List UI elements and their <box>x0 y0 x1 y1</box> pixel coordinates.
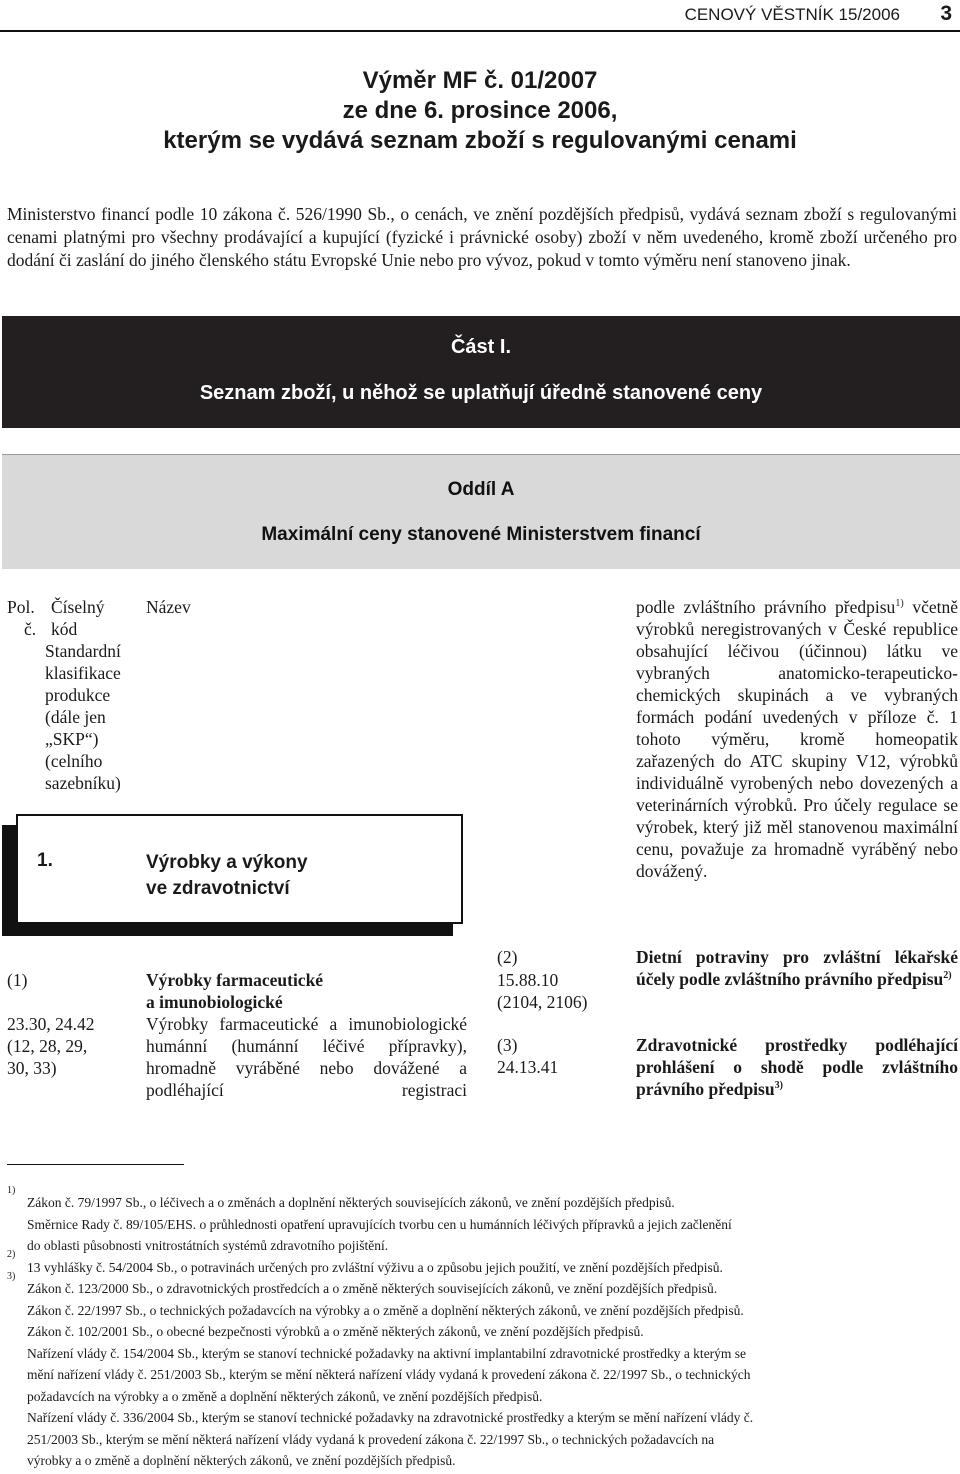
footnote-line: Zákon č. 123/2000 Sb., o zdravotnických prostředcích a o změně některých souvisejících zákonů, ve znění pozdějších předpisů. <box>27 1281 718 1296</box>
footnote-line: 13 vyhlášky č. 54/2004 Sb., o potravinách určených pro zvláštní výživu a o způsobu jejich použití, ve znění pozdějších předpisů. <box>27 1259 723 1275</box>
row3-title <box>636 1034 958 1100</box>
footnote-line: Zákon č. 102/2001 Sb., o obecné bezpečnosti výrobků a o změně některých zákonů, ve znění pozdějších předpisů. <box>27 1324 644 1339</box>
col-header-code-line: Číselný <box>51 597 105 617</box>
footnote-rule <box>7 1164 184 1165</box>
row1-text: Výrobky farmaceutické a imunobiologické humánní (humánní léčivé přípravky), hromadně vyráběné nebo dovážené a podléhající registraci <box>146 1014 467 1100</box>
footnote-ref-3: 3) <box>774 1080 783 1092</box>
row2-code-line1: 15.88.10 <box>497 970 559 990</box>
col-header-code-line: klasifikace <box>45 663 121 683</box>
section-label: Oddíl A <box>447 479 515 500</box>
row1-code-line2: (12, 28, 29, <box>7 1036 88 1056</box>
group-title-line2: ve zdravotnictví <box>146 878 290 899</box>
row1-index: (1) <box>7 970 28 990</box>
footnote-marker-3: 3) <box>7 1271 16 1282</box>
group-number: 1. <box>37 850 53 871</box>
group-title-line1: Výrobky a výkony <box>146 852 308 873</box>
col-header-code-line: (celního <box>45 751 103 771</box>
footnote-line: 251/2003 Sb., kterým se mění některá nařízení vlády vydaná k provedení zákona č. 22/1997 Sb., o technických požadavcích na <box>27 1431 715 1447</box>
col-header-code-line: sazebníku) <box>45 773 121 793</box>
col-header-code-line: „SKP“) <box>45 729 99 749</box>
col-header-pol <box>7 596 36 640</box>
footnote-marker-1: 1) <box>7 1185 16 1196</box>
decree-date: ze dne 6. prosince 2006, <box>342 97 618 124</box>
intro-paragraph: Ministerstvo financí podle 10 zákona č. 526/1990 Sb., o cenách, ve znění pozdějších předpisů, vydává seznam zboží s regulovanými cenami platnými pro všechny prodávající a kupující (fyzické i právnické osoby) zboží v něm uvedeného, kromě zboží určeného pro dodání či zaslání do jiného členského státu Evropské Unie nebo pro vývoz, pokud v tomto výměru není stanoveno jinak. <box>7 204 957 270</box>
col-header-code <box>45 596 121 794</box>
row2-code-line2: (2104, 2106) <box>497 992 588 1012</box>
row3-index: (3) <box>497 1035 518 1055</box>
row1-code <box>7 1013 95 1079</box>
row2-title-text: Dietní potraviny pro zvláštní lékařské účely podle zvláštního právního předpisu <box>636 947 958 989</box>
right-column-intro: podle zvláštního právního předpisu <box>636 597 896 617</box>
footnote-line: Zákon č. 22/1997 Sb., o technických požadavcích na výrobky a o změně a doplnění některých zákonů, ve znění pozdějších předpisů. <box>27 1302 744 1318</box>
footnote-line: Směrnice Rady č. 89/105/EHS. o průhlednosti opatření upravujících tvorbu cen u humánních léčivých přípravků a jejich začlenění <box>27 1216 732 1232</box>
col-header-code-line: (dále jen <box>45 707 106 727</box>
col-header-code-line: produkce <box>45 685 111 705</box>
row2-index: (2) <box>497 947 518 967</box>
row2-title <box>636 946 958 990</box>
col-header-pol-line2: č. <box>24 619 37 639</box>
row3-code: 24.13.41 <box>497 1057 559 1077</box>
footnote-line: Zákon č. 79/1997 Sb., o léčivech a o změnách a doplnění některých souvisejících zákonů, ve znění pozdějších předpisů. <box>27 1195 675 1210</box>
row1-code-line3: 30, 33) <box>7 1058 57 1078</box>
row3-title-text: Zdravotnické prostředky podléhající prohlášení o shodě podle zvláštního právního předpisu <box>636 1035 958 1099</box>
footnote-line: do oblasti působnosti vnitrostátních systémů zdravotního pojištění. <box>27 1238 389 1253</box>
footnote-line: Nařízení vlády č. 336/2004 Sb., kterým se stanoví technické požadavky na zdravotnické prostředky a kterým se mění nařízení vlády č. <box>27 1410 754 1425</box>
col-header-code-line: Standardní <box>45 641 121 661</box>
footnote-line: mění nařízení vlády č. 251/2003 Sb., kterým se mění některá nařízení vlády vydaná k provedení zákona č. 22/1997 Sb., o technických <box>27 1367 751 1382</box>
row1-title-line2: a imunobiologické <box>146 992 283 1012</box>
footnote-marker-2: 2) <box>7 1249 16 1260</box>
running-title: CENOVÝ VĚSTNÍK 15/2006 <box>684 5 900 24</box>
footnote-line: Nařízení vlády č. 154/2004 Sb., kterým se stanoví technické požadavky na aktivní implantabilní zdravotnické prostředky a kterým se <box>27 1345 747 1361</box>
row1-code-line1: 23.30, 24.42 <box>7 1014 95 1034</box>
right-column-body: včetně výrobků neregistrovaných v České republice obsahující léčivou (účinnou) látku ve vybraných anatomicko-terapeuticko-chemických skupinách a ve vybraných formách podání uvedených v příloze č. 1 tohoto výměru, kromě homeopatik zařazených do ATC skupiny V12, výrobků individuálně vyrobených nebo dovezených a veterinárních výrobků. Pro účely regulace se výrobek, který již měl stanovenou maximální cenu, považuje za hromadně vyráběný nebo dovážený. <box>636 597 958 881</box>
right-column-text <box>636 596 958 882</box>
section-banner <box>2 454 960 569</box>
part-label: Část I. <box>450 336 512 358</box>
page-number: 3 <box>940 2 952 25</box>
group-title <box>146 850 308 902</box>
row1-title-line1: Výrobky farmaceutické <box>146 970 324 990</box>
decree-subject: kterým se vydává seznam zboží s regulovanými cenami <box>163 127 797 154</box>
section-title: Maximální ceny stanovené Ministerstvem financí <box>261 524 701 545</box>
col-header-pol-line1: Pol. <box>7 597 35 617</box>
decree-title: Výměr MF č. 01/2007 <box>362 67 598 94</box>
footnotes-text <box>27 1192 959 1472</box>
footnote-line: výrobky a o změně a doplnění některých zákonů, ve znění pozdějších předpisů. <box>27 1453 456 1468</box>
part-banner <box>2 316 960 428</box>
footnote-ref-2: 2) <box>943 970 952 982</box>
row2-code <box>497 969 587 1013</box>
footnote-ref-1: 1) <box>895 598 904 610</box>
footnote-line: požadavcích na výrobky a o změně a doplnění některých zákonů, ve znění pozdějších předpisů. <box>27 1388 543 1404</box>
group-box <box>16 814 463 924</box>
col-header-name: Název <box>146 597 191 617</box>
header-rule <box>0 30 960 32</box>
row1-title <box>146 969 323 1013</box>
col-header-code-line: kód <box>51 619 78 639</box>
part-title: Seznam zboží, u něhož se uplatňují úředně stanovené ceny <box>199 382 763 404</box>
